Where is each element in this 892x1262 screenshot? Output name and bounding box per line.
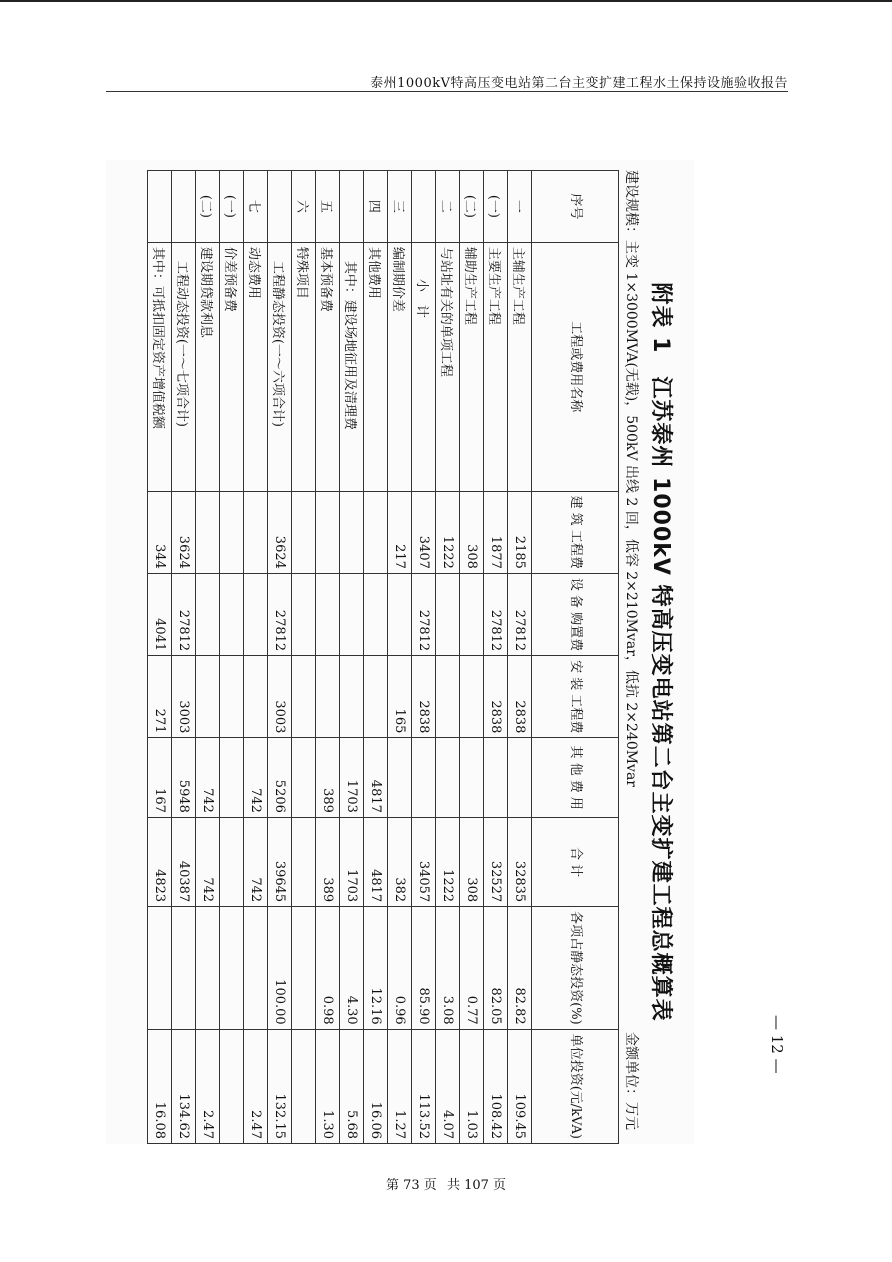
amount-cell: 134.62	[172, 1029, 196, 1143]
amount-cell	[460, 738, 484, 817]
table-header-row	[532, 171, 619, 1144]
amount-cell: 5206	[268, 738, 292, 817]
amount-cell: 27812	[508, 573, 532, 655]
item-name-cell: 特殊项目	[292, 242, 316, 491]
amount-cell	[220, 491, 244, 573]
page-header: 泰州1000kV特高压变电站第二台主变扩建工程水土保持设施验收报告	[370, 76, 788, 91]
amount-cell: 4.07	[436, 1029, 460, 1143]
row-number-cell: 三	[388, 171, 412, 243]
amount-cell	[340, 656, 364, 738]
amount-cell	[460, 573, 484, 655]
amount-cell: 32835	[508, 817, 532, 906]
row-number-cell	[268, 171, 292, 243]
row-number-cell	[148, 171, 172, 243]
amount-cell	[460, 656, 484, 738]
amount-cell	[220, 656, 244, 738]
amount-cell	[220, 907, 244, 1030]
table-row	[340, 171, 364, 1144]
table-row	[292, 171, 316, 1144]
amount-cell	[412, 738, 436, 817]
row-number-cell: (一)	[220, 171, 244, 243]
table-row	[316, 171, 340, 1144]
amount-cell	[364, 573, 388, 655]
amount-cell: 382	[388, 817, 412, 906]
amount-cell: 16.08	[148, 1029, 172, 1143]
amount-cell	[196, 573, 220, 655]
amount-cell	[172, 907, 196, 1030]
amount-cell	[316, 656, 340, 738]
amount-cell: 4041	[148, 573, 172, 655]
footer-page: 第 73 页	[385, 1178, 437, 1193]
table-row	[148, 171, 172, 1144]
amount-cell: 3.08	[436, 907, 460, 1030]
amount-cell: 3624	[268, 491, 292, 573]
amount-cell: 742	[244, 738, 268, 817]
amount-cell	[436, 738, 460, 817]
amount-cell	[196, 656, 220, 738]
amount-cell: 4823	[148, 817, 172, 906]
row-number-cell	[340, 171, 364, 243]
amount-cell: 389	[316, 817, 340, 906]
amount-cell	[220, 1029, 244, 1143]
col-header: 其 他 费 用	[532, 738, 619, 817]
row-number-cell: 一	[508, 171, 532, 243]
amount-cell	[436, 573, 460, 655]
col-header: 建 筑 工程费	[532, 491, 619, 573]
amount-cell: 16.06	[364, 1029, 388, 1143]
table-row	[460, 171, 484, 1144]
row-number-cell	[172, 171, 196, 243]
amount-cell	[316, 491, 340, 573]
table-row	[508, 171, 532, 1144]
table-row	[268, 171, 292, 1144]
table-row	[220, 171, 244, 1144]
table-row	[172, 171, 196, 1144]
amount-cell: 27812	[412, 573, 436, 655]
amount-cell: 3624	[172, 491, 196, 573]
amount-cell	[196, 907, 220, 1030]
amount-cell	[244, 491, 268, 573]
table-row	[484, 171, 508, 1144]
amount-cell: 27812	[172, 573, 196, 655]
amount-cell: 12.16	[364, 907, 388, 1030]
item-name-cell: 价差预备费	[220, 242, 244, 491]
amount-cell: 2838	[508, 656, 532, 738]
amount-cell	[292, 573, 316, 655]
amount-cell: 271	[148, 656, 172, 738]
amount-cell: 4817	[364, 817, 388, 906]
table-row	[436, 171, 460, 1144]
row-number-cell: 二	[436, 171, 460, 243]
amount-cell: 4817	[364, 738, 388, 817]
item-name-cell: 主辅生产工程	[508, 242, 532, 491]
item-name-cell: 建设期贷款利息	[196, 242, 220, 491]
item-name-cell: 工程静态投资(一～六项合计)	[268, 242, 292, 491]
table-body	[148, 171, 532, 1144]
amount-cell	[292, 817, 316, 906]
item-name-cell: 其他费用	[364, 242, 388, 491]
amount-cell: 308	[460, 817, 484, 906]
amount-cell	[316, 573, 340, 655]
item-name-cell: 与站址有关的单项工程	[436, 242, 460, 491]
page-footer	[0, 1174, 892, 1193]
amount-cell	[220, 738, 244, 817]
amount-cell: 40387	[172, 817, 196, 906]
row-number-cell: 七	[244, 171, 268, 243]
item-name-cell: 工程动态投资(一～七项合计)	[172, 242, 196, 491]
amount-cell: 3407	[412, 491, 436, 573]
row-number-cell: 四	[364, 171, 388, 243]
col-header: 安 装 工程费	[532, 656, 619, 738]
amount-cell	[292, 907, 316, 1030]
top-border	[0, 0, 892, 2]
amount-cell	[220, 573, 244, 655]
amount-cell: 389	[316, 738, 340, 817]
amount-cell	[244, 573, 268, 655]
amount-cell: 1.30	[316, 1029, 340, 1143]
amount-cell: 3003	[268, 656, 292, 738]
amount-cell	[148, 907, 172, 1030]
amount-cell: 167	[148, 738, 172, 817]
amount-cell: 39645	[268, 817, 292, 906]
table-row	[244, 171, 268, 1144]
col-header: 设 备 购置费	[532, 573, 619, 655]
amount-cell	[364, 656, 388, 738]
amount-cell: 0.77	[460, 907, 484, 1030]
amount-unit: 金额单位：万元	[623, 1032, 639, 1130]
row-number-cell: 六	[292, 171, 316, 243]
item-name-cell: 辅助生产工程	[460, 242, 484, 491]
scan-page-number: — 12 —	[768, 1015, 786, 1074]
amount-cell	[292, 1029, 316, 1143]
amount-cell: 1703	[340, 817, 364, 906]
amount-cell: 742	[196, 817, 220, 906]
item-name-cell: 小 计	[412, 242, 436, 491]
amount-cell: 27812	[268, 573, 292, 655]
amount-cell: 113.52	[412, 1029, 436, 1143]
amount-cell: 5948	[172, 738, 196, 817]
amount-cell: 217	[388, 491, 412, 573]
amount-cell: 1703	[340, 738, 364, 817]
item-name-cell: 其中：可抵扣固定资产增值税额	[148, 242, 172, 491]
amount-cell: 108.42	[484, 1029, 508, 1143]
amount-cell	[292, 491, 316, 573]
table-row	[364, 171, 388, 1144]
amount-cell	[364, 491, 388, 573]
item-name-cell: 基本预备费	[316, 242, 340, 491]
amount-cell	[340, 573, 364, 655]
table-row	[196, 171, 220, 1144]
amount-cell: 1222	[436, 817, 460, 906]
amount-cell: 165	[388, 656, 412, 738]
amount-cell	[508, 738, 532, 817]
amount-cell: 742	[196, 738, 220, 817]
item-name-cell: 动态费用	[244, 242, 268, 491]
amount-cell	[388, 573, 412, 655]
amount-cell: 2185	[508, 491, 532, 573]
row-number-cell: 五	[316, 171, 340, 243]
amount-cell: 0.98	[316, 907, 340, 1030]
amount-cell: 0.96	[388, 907, 412, 1030]
amount-cell: 2838	[484, 656, 508, 738]
amount-cell: 85.90	[412, 907, 436, 1030]
scanned-table-image	[106, 160, 694, 1144]
amount-cell	[220, 817, 244, 906]
amount-cell: 2.47	[196, 1029, 220, 1143]
item-name-cell: 其中：建设场地征用及清理费	[340, 242, 364, 491]
amount-cell: 308	[460, 491, 484, 573]
item-name-cell: 主要生产工程	[484, 242, 508, 491]
amount-cell: 4.30	[340, 907, 364, 1030]
amount-cell: 132.15	[268, 1029, 292, 1143]
amount-cell	[340, 491, 364, 573]
row-number-cell	[412, 171, 436, 243]
rotated-content	[106, 160, 694, 1144]
construction-scale: 建设规模：主变 1×3000MVA(无载)，500kV 出线 2 回，低容 2×210Mvar，低抗 2×240Mvar	[623, 170, 639, 788]
amount-cell: 82.82	[508, 907, 532, 1030]
header-rule	[106, 91, 788, 92]
amount-cell: 742	[244, 817, 268, 906]
amount-cell: 1877	[484, 491, 508, 573]
budget-table	[147, 170, 619, 1144]
amount-cell: 2838	[412, 656, 436, 738]
amount-cell: 5.68	[340, 1029, 364, 1143]
amount-cell: 1222	[436, 491, 460, 573]
row-number-cell: (二)	[196, 171, 220, 243]
amount-cell	[292, 656, 316, 738]
item-name-cell: 编制期价差	[388, 242, 412, 491]
amount-cell: 34057	[412, 817, 436, 906]
amount-cell: 1.03	[460, 1029, 484, 1143]
col-header: 序号	[532, 171, 619, 243]
amount-cell	[244, 656, 268, 738]
amount-cell	[436, 656, 460, 738]
row-number-cell: (一)	[484, 171, 508, 243]
amount-cell	[196, 491, 220, 573]
amount-cell	[388, 738, 412, 817]
amount-cell: 3003	[172, 656, 196, 738]
col-header: 各项占静态投资(%)	[532, 907, 619, 1030]
amount-cell: 82.05	[484, 907, 508, 1030]
amount-cell	[484, 738, 508, 817]
table-row	[388, 171, 412, 1144]
amount-cell: 2.47	[244, 1029, 268, 1143]
col-header: 单位投资(元/kVA)	[532, 1029, 619, 1143]
amount-cell: 109.45	[508, 1029, 532, 1143]
amount-cell: 27812	[484, 573, 508, 655]
col-header: 工程或费用名称	[532, 242, 619, 491]
amount-cell	[292, 738, 316, 817]
amount-cell	[244, 907, 268, 1030]
col-header: 合 计	[532, 817, 619, 906]
table-row	[412, 171, 436, 1144]
amount-cell: 32527	[484, 817, 508, 906]
table-title: 附表 1 江苏泰州 1000kV 特高压变电站第二台主变扩建工程总概算表	[648, 282, 673, 1022]
amount-cell: 100.00	[268, 907, 292, 1030]
amount-cell: 1.27	[388, 1029, 412, 1143]
row-number-cell: (二)	[460, 171, 484, 243]
footer-total: 共 107 页	[446, 1178, 507, 1193]
amount-cell: 344	[148, 491, 172, 573]
